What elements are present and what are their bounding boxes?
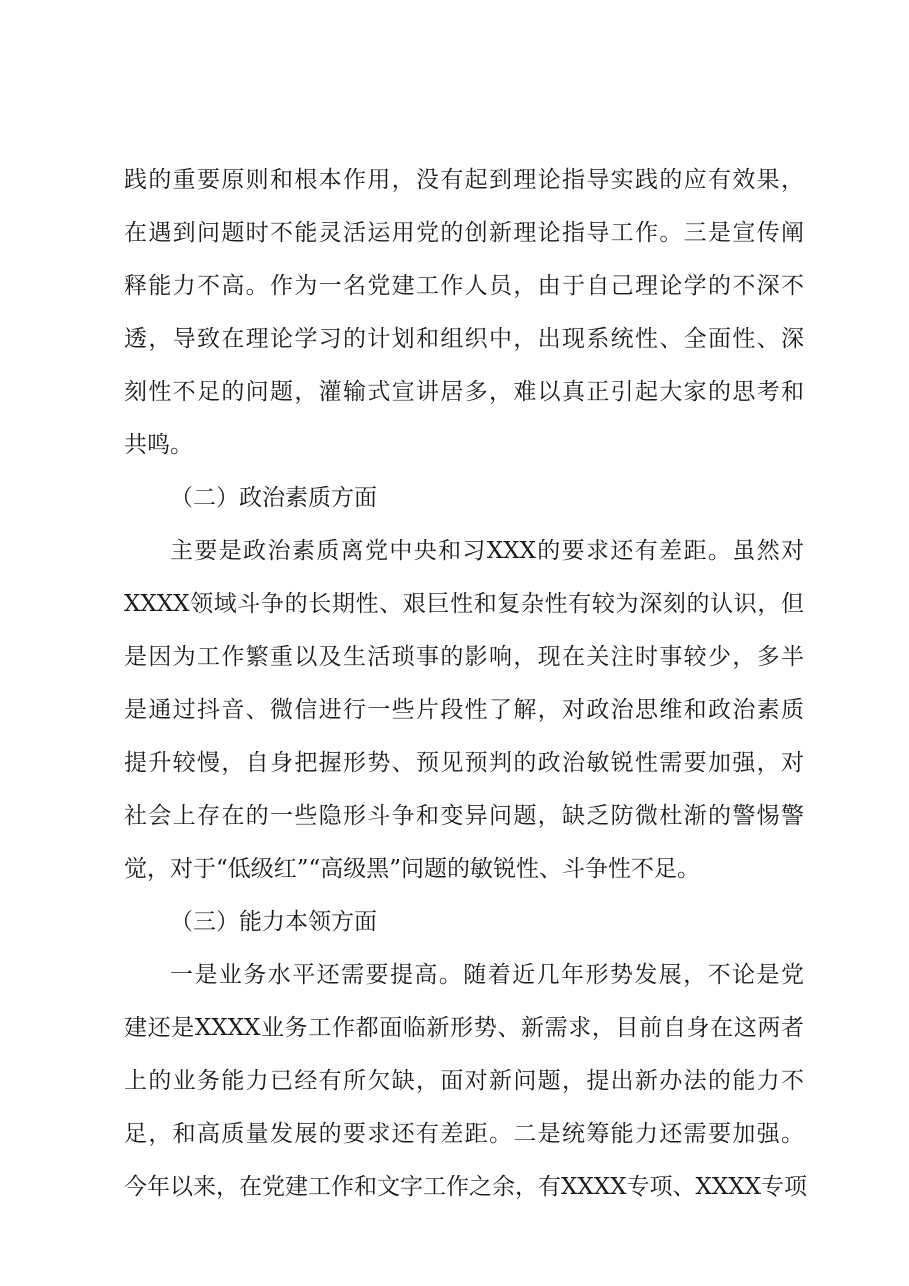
paragraph-line: 足，和高质量发展的要求还有差距。二是统筹能力还需要加强。 [124,1121,804,1147]
paragraph-line: 共鸣。 [124,432,193,458]
section-heading: （二）政治素质方面 [170,485,377,511]
paragraph-line: 觉，对于“低级红”“高级黑”问题的敏锐性、斗争性不足。 [124,856,701,882]
paragraph-line: XXXX领域斗争的长期性、艰巨性和复杂性有较为深刻的认识，但 [124,591,804,617]
paragraph-line: 提升较慢，自身把握形势、预见预判的政治敏锐性需要加强，对 [124,750,804,776]
paragraph-line: 是通过抖音、微信进行一些片段性了解，对政治思维和政治素质 [124,697,804,723]
paragraph-line: 今年以来，在党建工作和文字工作之余，有XXXX专项、XXXX专项 [124,1174,807,1200]
paragraph-line: 刻性不足的问题，灌输式宣讲居多，难以真正引起大家的思考和 [124,379,804,405]
paragraph-line: 在遇到问题时不能灵活运用党的创新理论指导工作。三是宣传阐 [124,220,804,246]
paragraph-line: 社会上存在的一些隐形斗争和变异问题，缺乏防微杜渐的警惕警 [124,803,804,829]
paragraph-line: 释能力不高。作为一名党建工作人员，由于自己理论学的不深不 [124,273,804,299]
paragraph-line: 一是业务水平还需要提高。随着近几年形势发展，不论是党 [170,962,804,988]
paragraph-line: 主要是政治素质离党中央和习XXX的要求还有差距。虽然对 [170,538,804,564]
section-heading: （三）能力本领方面 [170,909,377,935]
paragraph-line: 上的业务能力已经有所欠缺，面对新问题，提出新办法的能力不 [124,1068,804,1094]
paragraph-line: 是因为工作繁重以及生活琐事的影响，现在关注时事较少，多半 [124,644,804,670]
paragraph-line: 践的重要原则和根本作用，没有起到理论指导实践的应有效果， [124,167,804,193]
paragraph-line: 透，导致在理论学习的计划和组织中，出现系统性、全面性、深 [124,326,804,352]
paragraph-line: 建还是XXXX业务工作都面临新形势、新需求，目前自身在这两者 [124,1015,804,1041]
